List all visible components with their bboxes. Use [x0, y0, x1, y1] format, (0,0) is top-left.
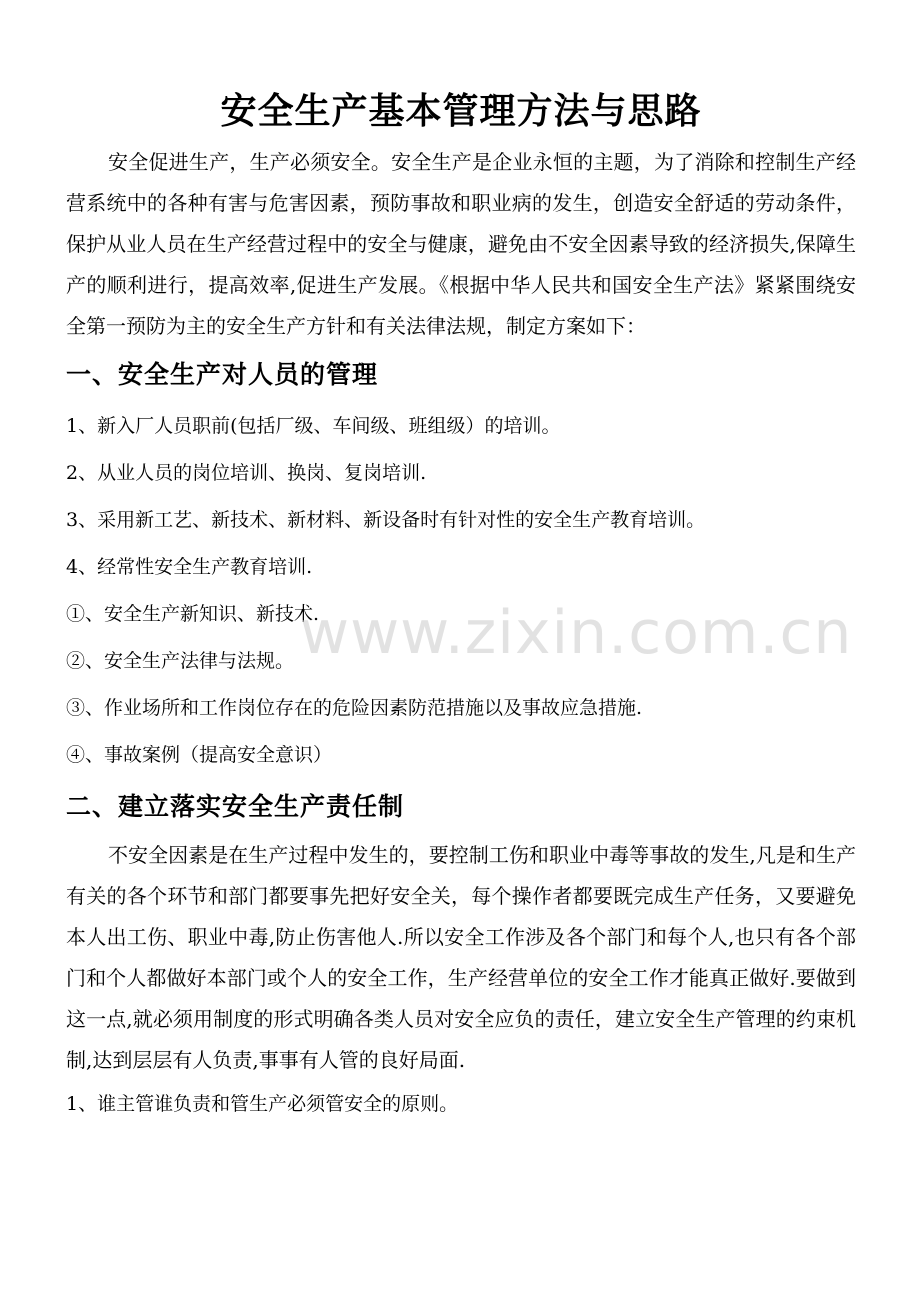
list-item: 1、谁主管谁负责和管生产必须管安全的原则。	[66, 1093, 459, 1115]
intro-paragraph: 安全促进生产，生产必须安全。安全生产是企业永恒的主题，为了消除和控制生产经营系统中的各种有害与危害因素，预防事故和职业病的发生，创造安全舒适的劳动条件，保护从业人员在生产经营过程中的安全与健康，避免由不安全因素导致的经济损失,保障生产的顺利进行，提高效率,促进生产发展。《根据中华人民共和国安全生产法》紧紧围绕安全第一预防为主的安全生产方针和有关法律法规，制定方案如下：	[66, 150, 856, 338]
list-item: 3、采用新工艺、新技术、新材料、新设备时有针对性的安全生产教育培训。	[66, 509, 706, 531]
document-title: 安全生产基本管理方法与思路	[220, 91, 702, 132]
list-item: 1、新入厂人员职前(包括厂级、车间级、班组级）的培训。	[66, 415, 561, 437]
list-item: 4、经常性安全生产教育培训.	[66, 556, 313, 578]
list-item: ②、安全生产法律与法规。	[66, 650, 295, 672]
watermark-text: www.zixin.com.cn	[300, 598, 853, 668]
document-page	[66, 82, 856, 1128]
list-item: ①、安全生产新知识、新技术.	[66, 603, 320, 625]
section-2-paragraph: 不安全因素是在生产过程中发生的，要控制工伤和职业中毒等事故的发生,凡是和生产有关的各个环节和部门都要事先把好安全关，每个操作者都要既完成生产任务，又要避免本人出工伤、职业中毒,防止伤害他人.所以安全工作涉及各个部门和每个人,也只有各个部门和个人都做好本部门或个人的安全工作，生产经营单位的安全工作才能真正做好.要做到这一点,就必须用制度的形式明确各类人员对安全应负的责任，建立安全生产管理的约束机制,达到层层有人负责,事事有人管的良好局面.	[66, 843, 856, 1072]
list-item: 2、从业人员的岗位培训、换岗、复岗培训.	[66, 462, 427, 484]
section-2-heading: 二、建立落实安全生产责任制	[66, 792, 405, 821]
list-item: ③、作业场所和工作岗位存在的危险因素防范措施以及事故应急措施.	[66, 697, 643, 719]
list-item: ④、事故案例（提高安全意识）	[66, 744, 333, 766]
section-1-heading: 一、安全生产对人员的管理	[66, 360, 379, 389]
